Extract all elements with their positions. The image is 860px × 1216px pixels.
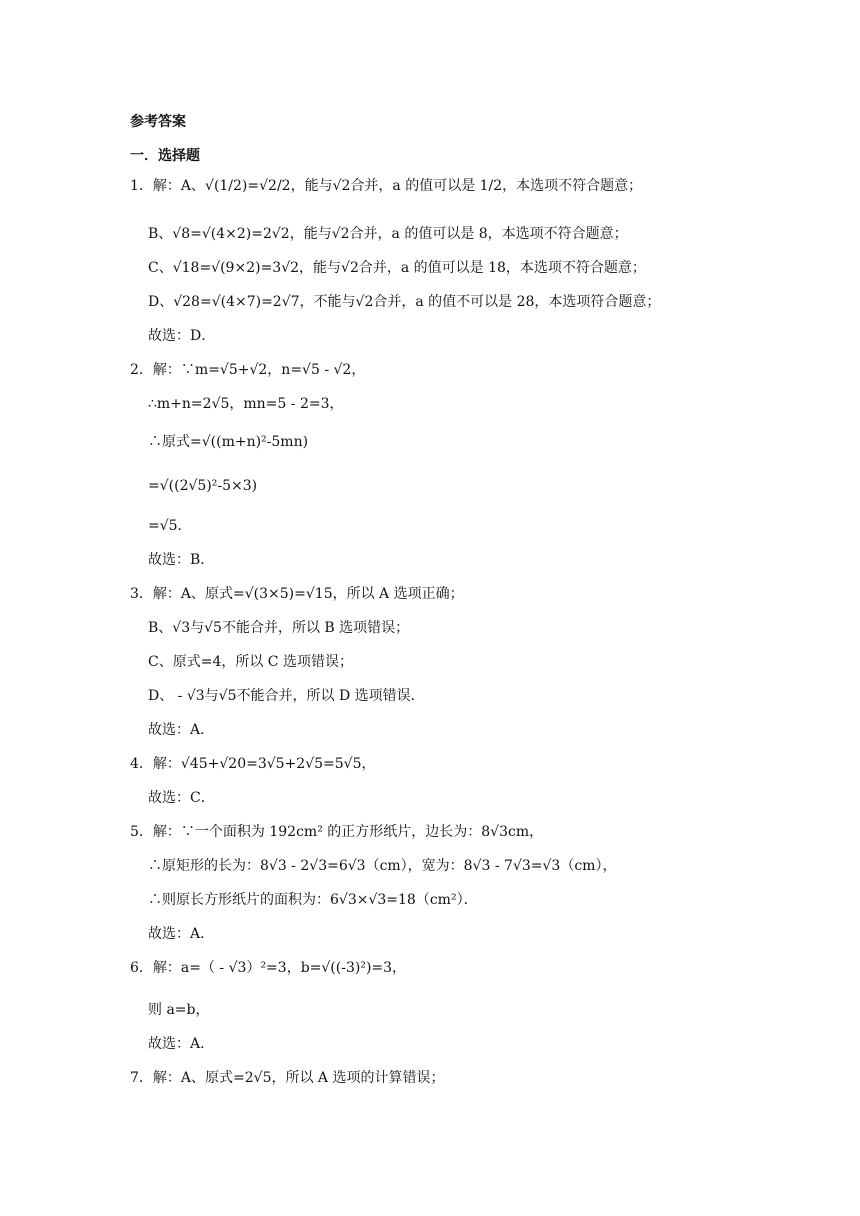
- section-heading: 一．选择题: [130, 148, 200, 164]
- answer-line: ∴原式=√((m+n)²-5mn): [148, 434, 309, 450]
- page-title: 参考答案: [130, 114, 186, 130]
- answer-line: 故选：C．: [148, 790, 215, 806]
- answer-line: 故选：A．: [148, 926, 215, 942]
- answer-line: =√5．: [148, 518, 192, 534]
- answer-line: D、 - √3与√5不能合并，所以 D 选项错误．: [148, 688, 425, 704]
- answer-line: ∴m+n=2√5，mn=5 - 2=3，: [148, 396, 344, 412]
- answer-line: 5．解：∵一个面积为 192cm² 的正方形纸片，边长为：8√3cm，: [130, 824, 544, 840]
- answer-line: B、√8=√(4×2)=2√2，能与√2合并，a 的值可以是 8，本选项不符合题意；: [148, 226, 628, 242]
- answer-line: ∴原矩形的长为：8√3 - 2√3=6√3（cm），宽为：8√3 - 7√3=√3（cm），: [148, 858, 617, 874]
- answer-line: 故选：B．: [148, 552, 215, 568]
- answer-line: 故选：D．: [148, 328, 216, 344]
- answer-line: 2．解：∵m=√5+√2，n=√5 - √2，: [130, 362, 366, 378]
- answer-line: C、√18=√(9×2)=3√2，能与√2合并，a 的值可以是 18，本选项不符合题意；: [148, 260, 646, 276]
- answer-line: 故选：A．: [148, 722, 215, 738]
- answer-line: 6．解：a=（ - √3）²=3，b=√((-3)²)=3，: [130, 960, 407, 976]
- answer-line: 则 a=b，: [148, 1002, 210, 1018]
- answer-line: ∴则原长方形纸片的面积为：6√3×√3=18（cm²）．: [148, 892, 478, 908]
- answer-line: 3．解：A、原式=√(3×5)=√15，所以 A 选项正确；: [130, 586, 464, 602]
- answer-line: 1．解：A、√(1/2)=√2/2，能与√2合并，a 的值可以是 1/2，本选项不符合题意；: [130, 178, 643, 194]
- answer-line: C、原式=4，所以 C 选项错误；: [148, 654, 353, 670]
- answer-line: 7．解：A、原式=2√5，所以 A 选项的计算错误；: [130, 1070, 445, 1086]
- answer-line: =√((2√5)²-5×3): [148, 478, 258, 494]
- answer-line: B、√3与√5不能合并，所以 B 选项错误；: [148, 620, 410, 636]
- answer-line: 故选：A．: [148, 1036, 215, 1052]
- answer-line: 4．解：√45+√20=3√5+2√5=5√5，: [130, 756, 376, 772]
- answer-line: D、√28=√(4×7)=2√7，不能与√2合并，a 的值不可以是 28，本选项符合题意；: [148, 294, 661, 310]
